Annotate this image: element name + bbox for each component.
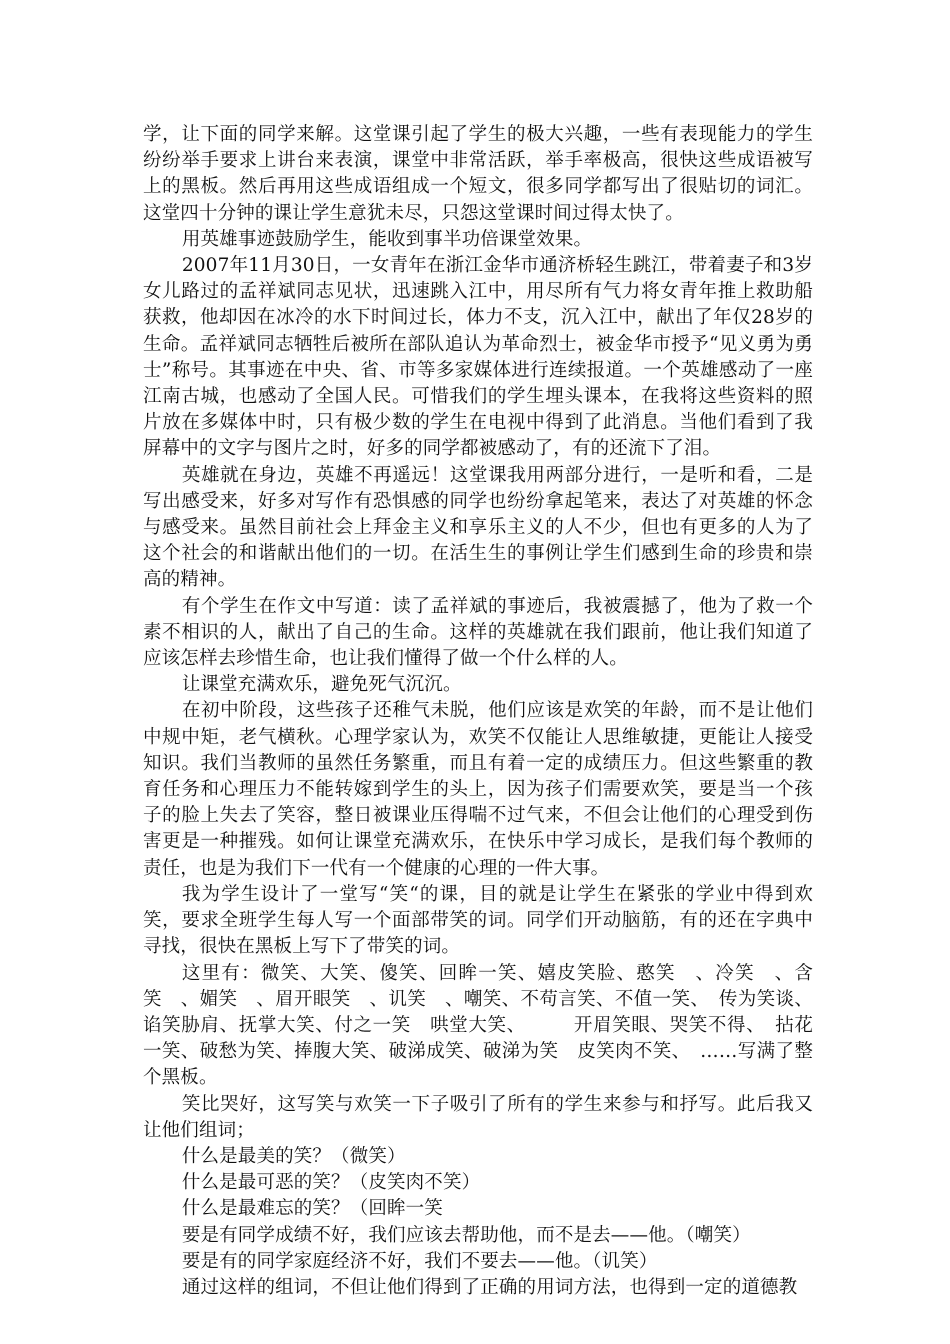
paragraph-continuation: 学，让下面的同学来解。这堂课引起了学生的极大兴趣，一些有表现能力的学生纷纷举手要求上讲台来表演，课堂中非常活跃，举手率极高，很快这些成语被写上的黑板。然后再用这些成语组成一个短文，很多同学都写出了很贴切的词汇。这堂四十分钟的课让学生意犹未尽，只怨这堂课时间过得太快了。 (143, 124, 813, 224)
paragraph-heading-joy: 让课堂充满欢乐，避免死气沉沉。 (181, 674, 462, 696)
paragraph-heading-hero: 用英雄事迹鼓励学生，能收到事半功倍课堂效果。 (181, 228, 593, 250)
paragraph-student-essay: 有个学生在作文中写道：读了孟祥斌的事迹后，我被震撼了，他为了救一个素不相识的人，献出了自己的生命。这样的英雄就在我们跟前，他让我们知道了应该怎样去珍惜生命，也让我们懂得了做一个什么样的人。 (143, 595, 813, 670)
paragraph-hero-story: 2007年11月30日，一女青年在浙江金华市通济桥轻生跳江，带着妻子和3岁女儿路过的孟祥斌同志见状，迅速跳入江中，用尽所有气力将女青年推上救助船获救，他却因在冰冷的水下时间过长，体力不支，沉入江中，献出了年仅28岁的生命。孟祥斌同志牺牲后被所在部队追认为革命烈士，被金华市授予“见义勇为勇士”称号。其事迹在中央、省、市等多家媒体进行连续报道。一个英雄感动了一座江南古城，也感动了全国人民。可惜我们的学生埋头课本，在我将这些资料的照片放在多媒体中时，只有极少数的学生在电视中得到了此消息。当他们看到了我屏幕中的文字与图片之时，好多的同学都被感动了，有的还流下了泪。 (143, 255, 813, 460)
paragraph-hero-lesson: 英雄就在身边，英雄不再遥远！这堂课我用两部分进行，一是听和看，二是写出感受来，好多对写作有恐惧感的同学也纷纷拿起笔来，表达了对英雄的怀念与感受来。虽然目前社会上拜金主义和享乐主义的人不少，但也有更多的人为了这个社会的和谐献出他们的一切。在活生生的事例让学生们感到生命的珍贵和崇高的精神。 (143, 464, 813, 591)
question-line: 要是有同学成绩不好，我们应该去帮助他，而不是去——他。（嘲笑） (181, 1224, 751, 1246)
question-line: 什么是最美的笑？（微笑） (181, 1145, 406, 1167)
question-line: 什么是最可恶的笑？（皮笑肉不笑） (181, 1172, 481, 1194)
paragraph-laugh-lesson: 我为学生设计了一堂写“笑“的课，目的就是让学生在紧张的学业中得到欢笑，要求全班学生每人写一个面部带笑的词。同学们开动脑筋，有的还在字典中寻找，很快在黑板上写下了带笑的词。 (143, 883, 813, 958)
paragraph-laugh-engagement: 笑比哭好，这写笑与欢笑一下子吸引了所有的学生来参与和抒写。此后我又让他们组词； (143, 1093, 813, 1141)
paragraph-joy-rationale: 在初中阶段，这些孩子还稚气未脱，他们应该是欢笑的年龄，而不是让他们中规中矩，老气横秋。心理学家认为，欢笑不仅能让人思维敏捷，更能让人接受知识。我们当教师的虽然任务繁重，而且有着一定的成绩压力。但这些繁重的教育任务和心理压力不能转嫁到学生的头上，因为孩子们需要欢笑，要是当一个孩子的脸上失去了笑容，整日被课业压得喘不过气来，不但会让他们的心理受到伤害更是一种摧残。如何让课堂充满欢乐，在快乐中学习成长，是我们每个教师的责任，也是为我们下一代有一个健康的心理的一件大事。 (143, 700, 813, 879)
question-line: 什么是最难忘的笑？（回眸一笑 (181, 1198, 443, 1220)
question-line: 要是有的同学家庭经济不好，我们不要去——他。（讥笑） (181, 1250, 658, 1272)
document-body (143, 122, 813, 1301)
paragraph-laugh-words: 这里有：微笑、大笑、傻笑、回眸一笑、嬉皮笑脸、憨笑 、冷笑 、含笑 、媚笑 、眉开眼笑 、讥笑 、嘲笑、不苟言笑、不值一笑、 传为笑谈、谄笑胁肩、抚掌大笑、付之一笑 哄堂大笑、 开眉笑眼、哭笑不得、 拈花一笑、破愁为笑、捧腹大笑、破涕成笑、破涕为笑 皮笑肉不笑、 ……写满了整个黑板。 (143, 962, 813, 1089)
paragraph-conclusion: 通过这样的组词，不但让他们得到了正确的用词方法，也得到一定的道德教 (181, 1276, 798, 1298)
